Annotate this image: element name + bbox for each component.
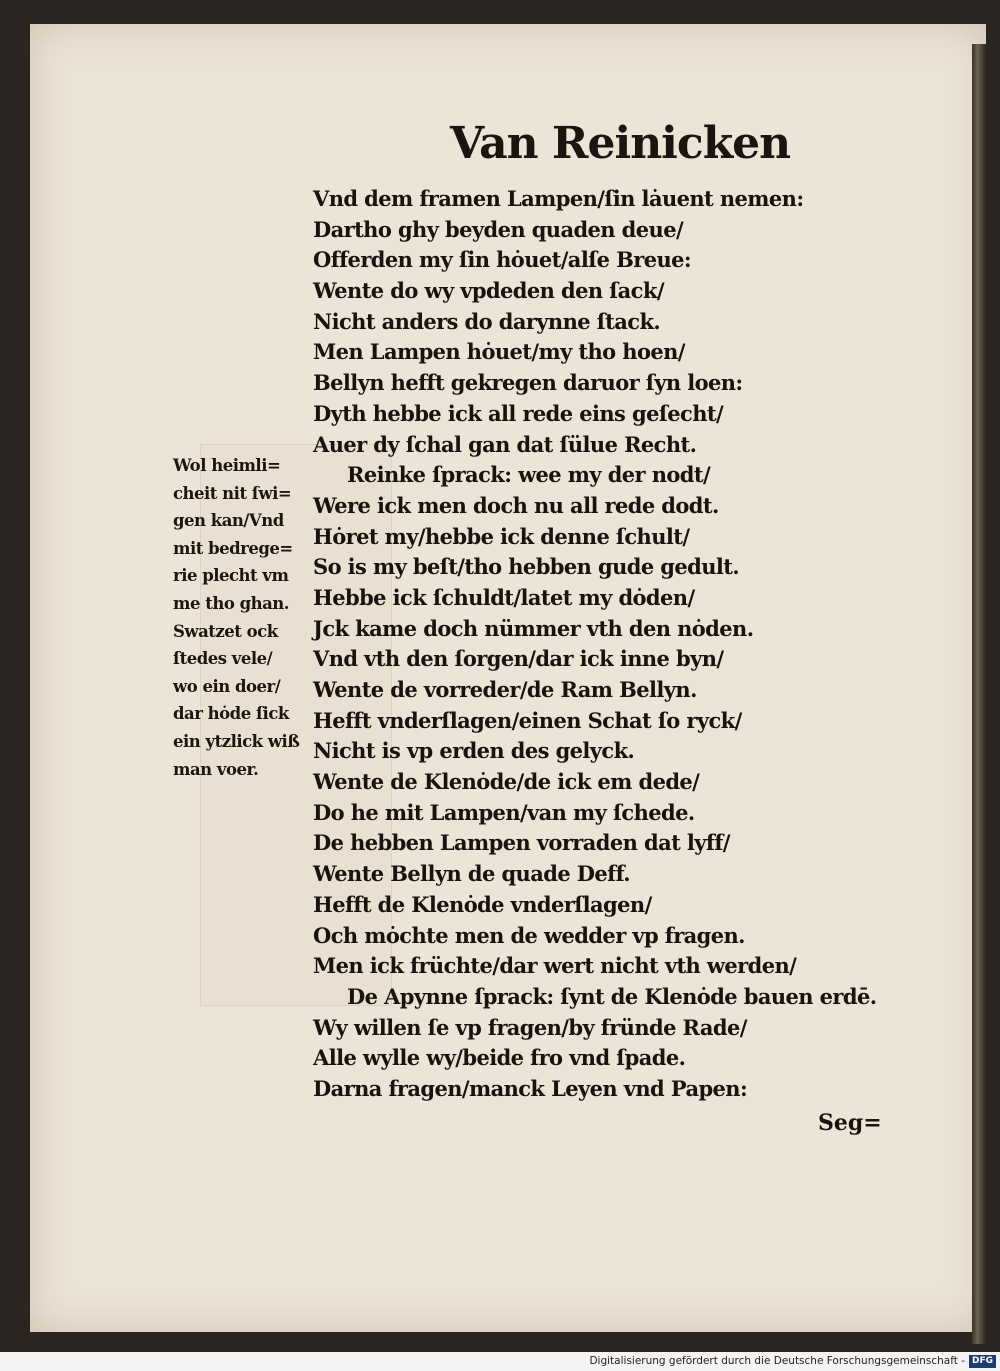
verse-line: Offerden my ſin hȯuet/alſe Breue:	[313, 247, 692, 273]
verse-line: Hȯret my/hebbe ick denne ſchult/	[313, 523, 690, 549]
running-header: Van Reinicken	[450, 118, 791, 169]
verse-line: De Apynne ſprack: ſynt de Klenȯde bauen erdē.	[347, 983, 877, 1009]
verse-line: Wente de vorreder/de Ram Bellyn.	[313, 677, 697, 702]
marginal-note-line: rie plecht vm	[173, 566, 289, 586]
marginal-note	[173, 452, 323, 783]
verse-line: Hefft vnderſlagen/einen Schat ſo ryck/	[313, 707, 742, 733]
verse-line: Dyth hebbe ick all rede eins geſecht/	[313, 400, 724, 426]
verse-line: Nicht is vp erden des gelyck.	[313, 738, 635, 764]
verse-line: Do he mit Lampen/van my ſchede.	[313, 799, 695, 825]
marginal-note-line: Swatzet ock	[173, 621, 278, 641]
verse-line: Wente do wy vpdeden den ſack/	[313, 278, 664, 304]
verse-line: Wente Bellyn de quade Deff.	[313, 861, 630, 887]
verse-line: Och mȯchte men de wedder vp fragen.	[313, 922, 745, 948]
verse-line: Men Lampen hȯuet/my tho hoen/	[313, 339, 685, 365]
verse-line: Wente de Klenȯde/de ick em dede/	[313, 769, 700, 795]
marginal-note-line: dar hȯde ſick	[173, 704, 289, 724]
verse-line: Alle wylle wy/beide fro vnd ſpade.	[313, 1045, 686, 1071]
verse-line: Bellyn hefft gekregen daruor ſyn loen:	[313, 370, 743, 396]
catchword: Seg=	[818, 1110, 882, 1136]
marginal-note-line: cheit nit ſwi=	[173, 483, 292, 503]
verse-line: Reinke ſprack: wee my der nodt/	[347, 462, 711, 488]
verse-line: Nicht anders do darynne ſtack.	[313, 308, 661, 334]
digitization-footer	[0, 1352, 1000, 1371]
footer-credit: Digitalisierung gefördert durch die Deutsche Forschungsgemeinschaft -	[589, 1355, 965, 1367]
verse-line: Were ick men doch nu all rede dodt.	[313, 492, 719, 518]
verse-line: Hefft de Klenȯde vnderſlagen/	[313, 891, 652, 917]
marginal-note-line: ein ytzlick wiß	[173, 731, 300, 751]
verse-line: Auer dy ſchal gan dat ſülue Recht.	[313, 431, 697, 457]
marginal-note-line: man voer.	[173, 759, 259, 779]
dfg-logo: DFG	[969, 1355, 996, 1368]
verse-line: So is my beſt/tho hebben gude gedult.	[313, 554, 740, 580]
verse-line: Wy willen ſe vp fragen/by fründe Rade/	[313, 1014, 747, 1040]
verse-line: Hebbe ick ſchuldt/latet my dȯden/	[313, 584, 695, 610]
verse-list	[313, 184, 913, 1105]
verse-line: Darna fragen/manck Leyen vnd Papen:	[313, 1075, 748, 1101]
verse-line: Jck kame doch nümmer vth den nȯden.	[313, 615, 754, 641]
marginal-note-line: mit bedrege=	[173, 538, 293, 558]
marginal-note-line: gen kan/Vnd	[173, 511, 284, 531]
marginal-note-line: wo ein doer/	[173, 676, 281, 696]
page-edge	[972, 44, 986, 1344]
verse-line: Dartho ghy beyden quaden deue/	[313, 216, 684, 242]
marginal-note-line: me tho ghan.	[173, 593, 290, 613]
marginal-note-line: ſtedes vele/	[173, 649, 273, 669]
verse-line: De hebben Lampen vorraden dat lyff/	[313, 830, 730, 856]
verse-line: Men ick früchte/dar wert nicht vth werden/	[313, 953, 797, 979]
verse-line: Vnd dem framen Lampen/ſin lȧuent nemen:	[313, 186, 804, 211]
marginal-note-line: Wol heimli=	[173, 456, 281, 475]
verse-line: Vnd vth den ſorgen/dar ick inne byn/	[313, 646, 724, 672]
